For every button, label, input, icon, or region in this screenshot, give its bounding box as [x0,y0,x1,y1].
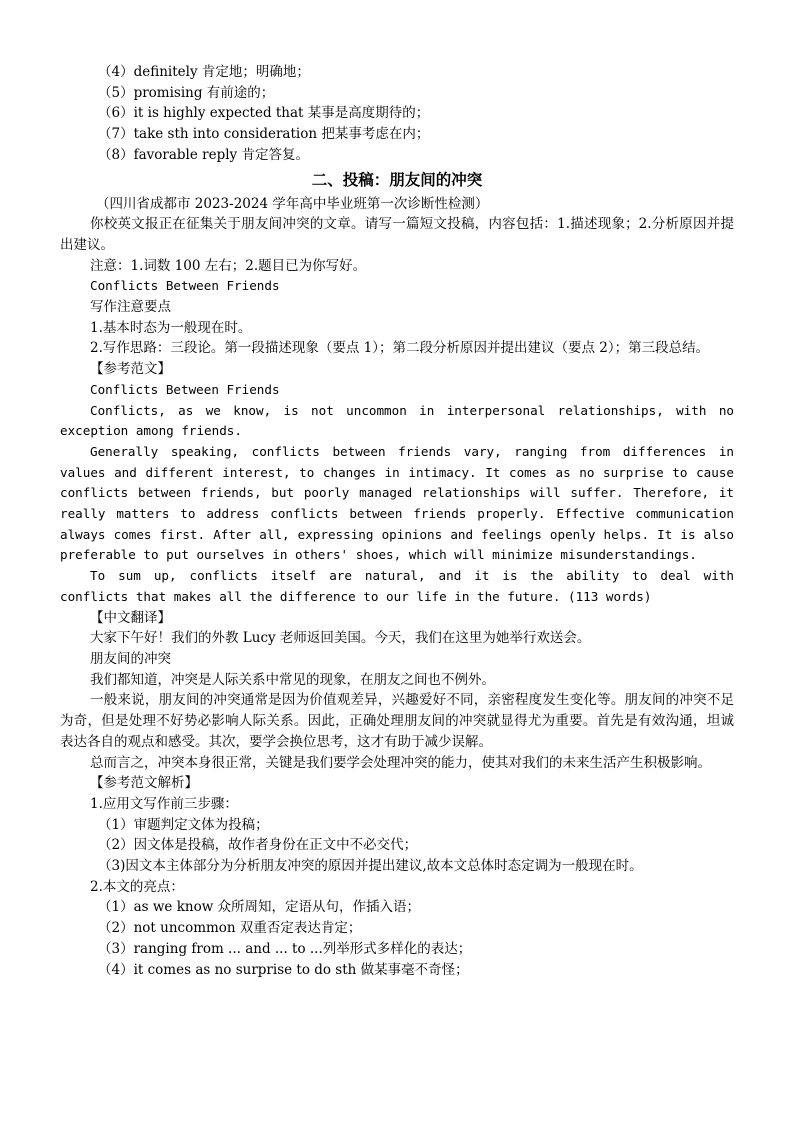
translation-heading: 【中文翻译】 [90,609,171,626]
sample-paragraph-3: To sum up, conflicts itself are natural, and it is the ability to deal with conflicts that makes all the difference to our life in the future. (113 words) [60,568,734,604]
tip-2: 2.写作思路：三段论。第一段描述现象（要点 1）；第二段分析原因并提出建议（要点 2）；第三段总结。 [90,340,710,357]
translation-title: 朋友间的冲突 [90,650,171,667]
translation-intro: 大家下午好！我们的外教 Lucy 老师返回美国。今天，我们在这里为她举行欢送会。 [90,630,591,647]
translation-paragraph-1: 我们都知道，冲突是人际关系中常见的现象，在朋友之间也不例外。 [90,671,495,688]
analysis-step-heading: 1.应用文写作前三步骤： [90,795,238,812]
highlight-item: （1）as we know 众所周知，定语从句，作插入语； [98,899,421,916]
source-note: （四川省成都市 2023-2024 学年高中毕业班第一次诊断性检测） [96,195,489,212]
sample-paragraph-1: Conflicts, as we know, is not uncommon in interpersonal relationships, with no exception among friends. [60,402,734,439]
tip-1: 1.基本时态为一般现在时。 [90,319,252,336]
sample-paragraph-2: Generally speaking, conflicts between friends vary, ranging from differences in values and different interest, to changes in intimacy. It comes as no surprise to cause conflicts between friends, but poorly managed relationships will suffer. Therefore, it really matters to address conflicts between friends properly. Effective communication always comes first. After all, expressing opinions and feelings openly helps. It is also preferable to put ourselves in others' shoes, which will minimize misunderstandings. [60,443,734,563]
vocab-item: （5）promising 有前途的； [98,84,275,101]
analysis-step: （1）审题判定文体为投稿； [98,816,269,833]
highlight-item: （4）it comes as no surprise to do sth 做某事毫不奇怪； [98,961,469,978]
analysis-step: （3)因文本主体部分为分析朋友冲突的原因并提出建议,故本文总体时态定调为一般现在时。 [98,858,643,875]
vocab-item: （8）favorable reply 肯定答复。 [98,146,309,163]
task-text: 你校英文报正在征集关于朋友间冲突的文章。请写一篇短文投稿，内容包括：1.描述现象；2.分析原因并提出建议。 [60,216,734,253]
sample-heading: 【参考范文】 [90,361,171,378]
tips-heading: 写作注意要点 [90,299,171,316]
translation-paragraph-3: 总而言之，冲突本身很正常，关键是我们要学会处理冲突的能力，使其对我们的未来生活产生积极影响。 [90,754,711,771]
analysis-step: （2）因文体是投稿，故作者身份在正文中不必交代； [98,837,418,854]
highlight-item: （2）not uncommon 双重否定表达肯定； [98,920,362,937]
sample-title: Conflicts Between Friends [90,381,280,397]
prompt-title: Conflicts Between Friends [90,278,280,294]
vocab-item: （6）it is highly expected that 某事是高度期待的； [98,105,430,122]
highlights-heading: 2.本文的亮点： [90,878,184,895]
vocab-item: （7）take sth into consideration 把某事考虑在内； [98,126,430,143]
notice: 注意：1.词数 100 左右；2.题目已为你写好。 [90,257,367,274]
vocab-item: （4）definitely 肯定地；明确地； [98,64,310,80]
analysis-heading: 【参考范文解析】 [90,775,198,792]
translation-paragraph-2: 一般来说，朋友间的冲突通常是因为价值观差异，兴趣爱好不同，亲密程度发生变化等。朋友间的冲突不足为奇，但是处理不好势必影响人际关系。因此，正确处理朋友间的冲突就显得尤为重要。首先是有效沟通，坦诚表达各自的观点和感受。其次，要学会换位思考，这才有助于减少误解。 [60,692,734,750]
section-title: 二、投稿：朋友间的冲突 [311,169,483,189]
document-page [60,62,734,980]
highlight-item: （3）ranging from ... and ... to ...列举形式多样化的表达； [98,940,472,957]
